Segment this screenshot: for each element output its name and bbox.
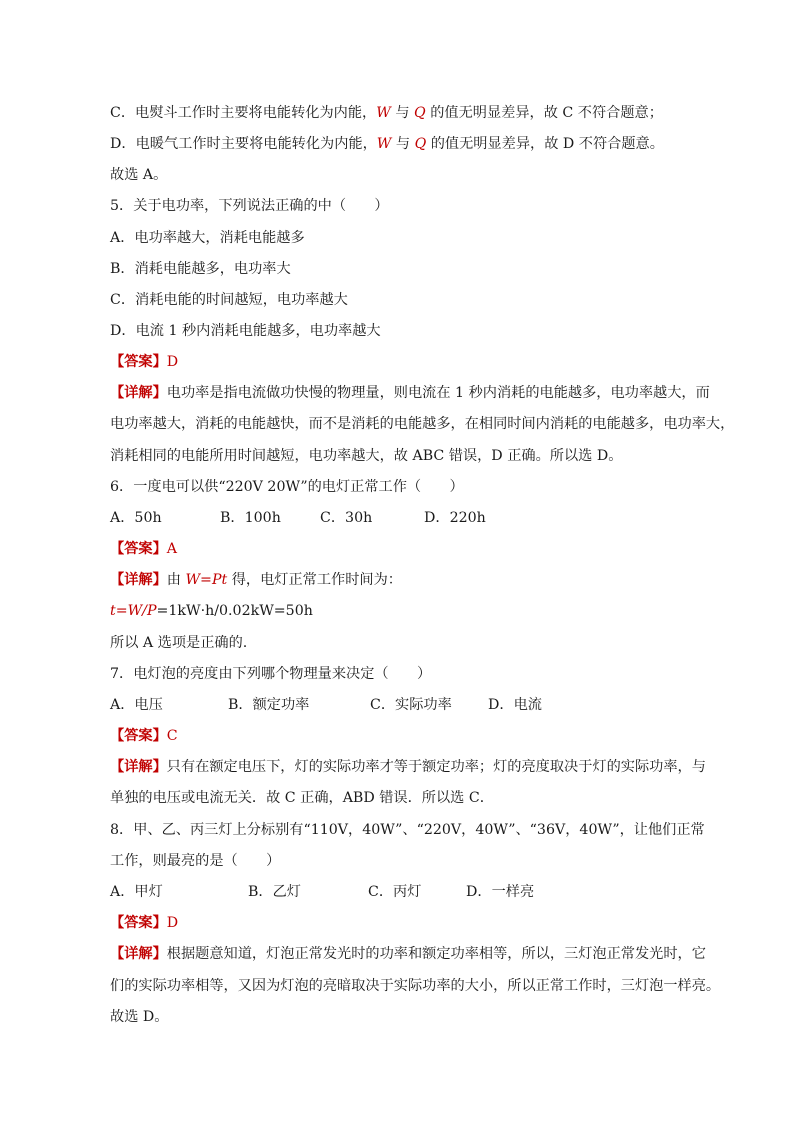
q5-detail-line-1: 【详解】电功率是指电流做功快慢的物理量，则电流在 1 秒内消耗的电能越多，电功率越大，而 (110, 385, 710, 401)
q5-detail-line-2: 电功率越大，消耗的电能越快，而不是消耗的电能越多，在相同时间内消耗的电能越多，电功率大， (110, 416, 735, 432)
question-5: 5．关于电功率，下列说法正确的中（ ） (110, 198, 389, 214)
answer-label: 【答案】 (110, 728, 167, 744)
q8-option-b: B．乙灯 (248, 884, 301, 900)
q7-option-a: A．电压 (110, 697, 163, 713)
q7-option-c: C．实际功率 (370, 697, 452, 713)
q6-option-d: D．220h (424, 510, 486, 526)
question-8-line-1: 8．甲、乙、丙三灯上分标别有“110V，40W”、“220V，40W”、“36V，40W”，让他们正常 (110, 822, 705, 838)
q8-options (110, 882, 734, 902)
answer-label: 【答案】 (110, 915, 167, 931)
answer-label: 【答案】 (110, 541, 167, 557)
answer-value: D (166, 354, 179, 370)
q5-option-d: D．电流 1 秒内消耗电能越多，电功率越大 (110, 323, 381, 339)
answer-value: A (166, 541, 178, 557)
question-6: 6．一度电可以供“220V 20W”的电灯正常工作（ ） (110, 479, 464, 495)
q8-answer (110, 913, 734, 933)
detail-label: 【详解】 (110, 759, 167, 775)
detail-label: 【详解】 (110, 946, 167, 962)
q6-calculation: t=W/P=1kW·h/0.02kW=50h (110, 603, 313, 619)
detail-label: 【详解】 (110, 385, 167, 401)
line-option-d-explanation: D．电暖气工作时主要将电能转化为内能，W 与 Q 的值无明显差异，故 D 不符合题意。 (110, 136, 664, 152)
q6-answer (110, 539, 734, 559)
question-7: 7．电灯泡的亮度由下列哪个物理量来决定（ ） (110, 666, 432, 682)
conclusion-q4: 故选 A。 (110, 167, 168, 183)
q7-options (110, 695, 734, 715)
q6-option-b: B．100h (220, 510, 281, 526)
q7-option-b: B．额定功率 (228, 697, 310, 713)
detail-label: 【详解】 (110, 572, 167, 588)
answer-value: D (166, 915, 179, 931)
q8-detail-line-2: 们的实际功率相等，又因为灯泡的亮暗取决于实际功率的大小，所以正常工作时，三灯泡一样亮。 (110, 978, 721, 994)
q6-option-a: A．50h (110, 510, 162, 526)
q7-detail-line-2: 单独的电压或电流无关．故 C 正确，ABD 错误．所以选 C． (110, 790, 494, 806)
answer-label: 【答案】 (110, 354, 167, 370)
q5-option-b: B．消耗电能越多，电功率大 (110, 261, 291, 277)
q6-conclusion: 所以 A 选项是正确的. (110, 635, 248, 651)
q8-option-a: A．甲灯 (110, 884, 163, 900)
q6-option-c: C．30h (320, 510, 373, 526)
q5-option-c: C．消耗电能的时间越短，电功率越大 (110, 292, 348, 308)
q8-conclusion: 故选 D。 (110, 1009, 169, 1025)
q8-option-d: D．一样亮 (466, 884, 535, 900)
q7-answer (110, 726, 734, 746)
q5-detail-line-3: 消耗相同的电能所用时间越短，电功率越大，故 ABC 错误，D 正确。所以选 D。 (110, 448, 623, 464)
q5-option-a: A．电功率越大，消耗电能越多 (110, 230, 305, 246)
q8-option-c: C．丙灯 (368, 884, 422, 900)
question-8-line-2: 工作，则最亮的是（ ） (110, 853, 281, 869)
answer-value: C (166, 728, 178, 744)
line-option-c-explanation: C．电熨斗工作时主要将电能转化为内能，W 与 Q 的值无明显差异，故 C 不符合题意； (110, 105, 663, 121)
q5-answer (110, 352, 734, 372)
q6-options (110, 508, 734, 528)
q8-detail-line-1: 【详解】根据题意知道，灯泡正常发光时的功率和额定功率相等，所以，三灯泡正常发光时，它 (110, 946, 706, 962)
q7-option-d: D．电流 (488, 697, 542, 713)
q6-detail: 【详解】由 W=Pt 得，电灯正常工作时间为： (110, 572, 402, 588)
q7-detail-line-1: 【详解】只有在额定电压下，灯的实际功率才等于额定功率；灯的亮度取决于灯的实际功率，与 (110, 759, 706, 775)
